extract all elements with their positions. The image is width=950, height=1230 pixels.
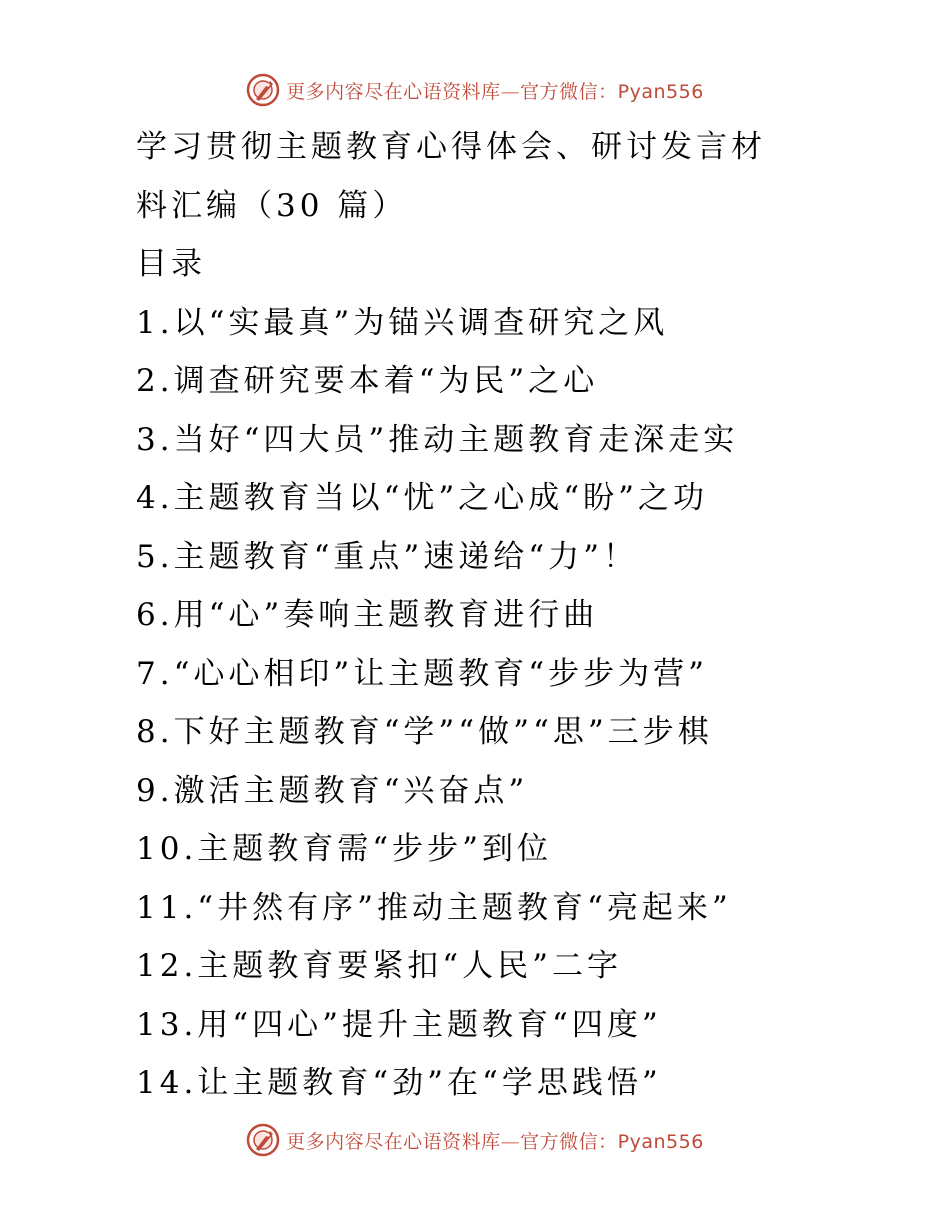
footer-watermark-banner — [0, 1122, 950, 1158]
toc-item: 8.下好主题教育“学”“做”“思”三步棋 — [136, 714, 713, 750]
document-title-line-2: 料汇编（30 篇） — [136, 187, 408, 224]
toc-item: 7.“心心相印”让主题教育“步步为营” — [136, 655, 708, 692]
toc-item: 6.用“心”奏响主题教育进行曲 — [136, 597, 599, 633]
document-title-line-1: 学习贯彻主题教育心得体会、研讨发言材 — [136, 129, 766, 165]
toc-item: 11.“井然有序”推动主题教育“亮起来” — [136, 889, 732, 926]
toc-heading: 目录 — [136, 246, 206, 282]
toc-item: 9.激活主题教育“兴奋点” — [136, 772, 529, 809]
header-banner-text: 更多内容尽在心语资料库—官方微信：Pyan556 — [286, 80, 704, 103]
toc-item: 13.用“四心”提升主题教育“四度” — [136, 1006, 662, 1043]
header-watermark-banner — [0, 72, 950, 108]
document-body — [136, 118, 916, 1113]
toc-item: 3.当好“四大员”推动主题教育走深走实 — [136, 421, 739, 458]
toc-item: 12.主题教育要紧扣“人民”二字 — [136, 948, 622, 984]
toc-item: 2.调查研究要本着“为民”之心 — [136, 363, 599, 399]
toc-item: 4.主题教育当以“忧”之心成“盼”之功 — [136, 480, 708, 516]
toc-item: 10.主题教育需“步步”到位 — [136, 831, 552, 867]
toc-item: 1.以“实最真”为锚兴调查研究之风 — [136, 304, 669, 341]
pen-nib-logo-icon — [246, 1123, 280, 1157]
footer-banner-text: 更多内容尽在心语资料库—官方微信：Pyan556 — [286, 1130, 704, 1153]
toc-item: 5.主题教育“重点”速递给“力”！ — [136, 538, 638, 575]
toc-item: 14.让主题教育“劲”在“学思践悟” — [136, 1065, 662, 1101]
pen-nib-logo-icon — [246, 73, 280, 107]
